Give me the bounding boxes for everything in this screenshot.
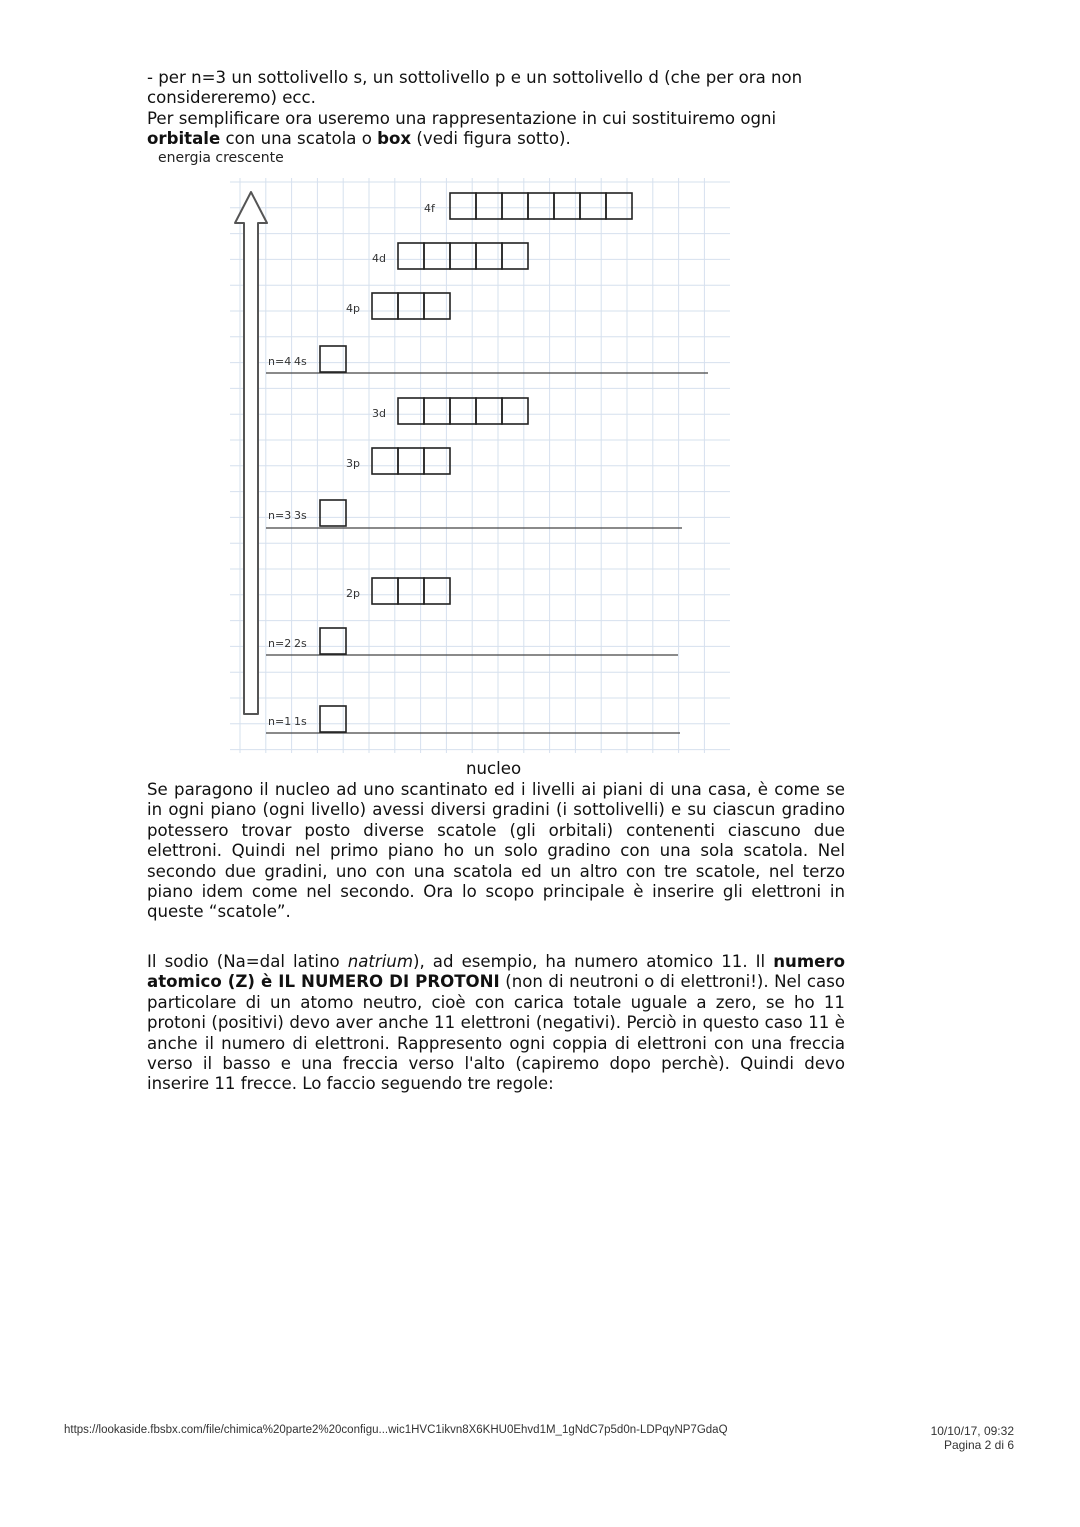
orbital-box [320,500,346,526]
orbital-box [372,578,398,604]
atomic-number-definition: numero atomico (Z) è IL NUMERO DI PROTONI [147,952,845,992]
orbital-box [580,193,606,219]
sublevel-label: 3s [294,509,307,522]
sublevel-1s [268,706,346,732]
sublevel-3d [372,398,528,424]
sublevel-3s [268,500,346,526]
level-label: n=1 [268,715,292,728]
level-label: n=2 [268,637,292,650]
level-label: n=3 [268,509,292,522]
nucleus-label: nucleo [466,759,522,778]
orbital-box [320,706,346,732]
sublevel-2p [346,578,450,604]
sublevel-label: 3d [372,407,386,420]
orbital-box [320,346,346,372]
sublevel-label: 3p [346,457,360,470]
sublevel-label: 2p [346,587,360,600]
level-n-1 [266,706,680,733]
intro-text-c: (vedi figura sotto). [411,129,571,149]
footer-meta [931,1424,1014,1452]
sodium-text-c: (non di neutroni o di elettroni!). Nel caso particolare di un atomo neutro, cioè con carica totale uguale a zero, se ho 11 protoni (positivi) devo aver anche 11 elettroni (negativi). Perciò in questo caso 11 è anche il numero di elettroni. Rappresento ogni coppia di elettroni con una freccia verso il basso e una freccia verso l'alto (capiremo dopo perchè). Quindi devo inserire 11 frecce. Lo faccio seguendo tre regole: [147,972,845,1094]
orbital-box [320,628,346,654]
intro-text-b: con una scatola o [220,129,378,149]
sublevel-label: 1s [294,715,307,728]
orbital-box [606,193,632,219]
intro-line-1: - per n=3 un sottolivello s, un sottolivello p e un sottolivello d (che per ora non considereremo) ecc. [147,68,803,108]
sublevel-label: 2s [294,637,307,650]
sublevel-3p [346,448,450,474]
level-n-4 [266,193,708,373]
sublevel-label: 4f [424,202,435,215]
sublevel-4d [372,243,528,269]
graph-paper-grid [230,178,730,753]
orbital-box [372,448,398,474]
sublevel-label: 4s [294,355,307,368]
footer-page-number: Pagina 2 di 6 [943,1438,1014,1452]
energy-levels [266,193,708,733]
orbitale-term: orbitale [147,129,221,149]
sublevel-4s [268,346,346,372]
footer-url[interactable]: https://lookaside.fbsbx.com/file/chimica%20parte2%20configu...wic1HVC1ikvn8X6KHU0Ehvd1M_1gNdC7p5d0n-LDPqyNP7GdaQ [64,1424,728,1436]
orbital-box [372,293,398,319]
level-label: n=4 [268,355,292,368]
diagram-caption: energia crescente [158,150,284,166]
level-n-3 [266,398,682,528]
sodium-text-a: Il sodio (Na=dal latino [147,952,348,971]
intro-line-2 [147,109,845,150]
intro-text-a: Per semplificare ora useremo una rappresentazione in cui sostituiremo ogni [147,109,777,128]
sodium-text-b: ), ad esempio, ha numero atomico 11. Il [413,952,774,971]
box-term: box [377,129,412,149]
sublevel-4p [346,293,450,319]
sublevel-label: 4p [346,302,360,315]
analogy-paragraph: Se paragono il nucleo ad uno scantinato ed i livelli ai piani di una casa, è come se in ogni piano (ogni livello) avessi diversi gradini (i sottolivelli) e su ciascun gradino potessero trovar posto diverse scatole (gli orbitali) contenenti ciascuno due elettroni. Quindi nel primo piano ho un solo gradino con una sola scatola. Nel secondo due gradini, uno con una scatola ed un altro con tre scatole, nel terzo piano idem come nel secondo. Ora lo scopo principale è inserire gli elettroni in queste “scatole”. [147,780,845,922]
sublevel-2s [268,628,346,654]
sodium-paragraph [147,952,845,1095]
orbital-box [554,193,580,219]
footer-datetime: 10/10/17, 09:32 [930,1424,1014,1438]
orbital-energy-diagram [230,178,730,753]
natrium-term: natrium [347,952,413,971]
sublevel-label: 4d [372,252,386,265]
